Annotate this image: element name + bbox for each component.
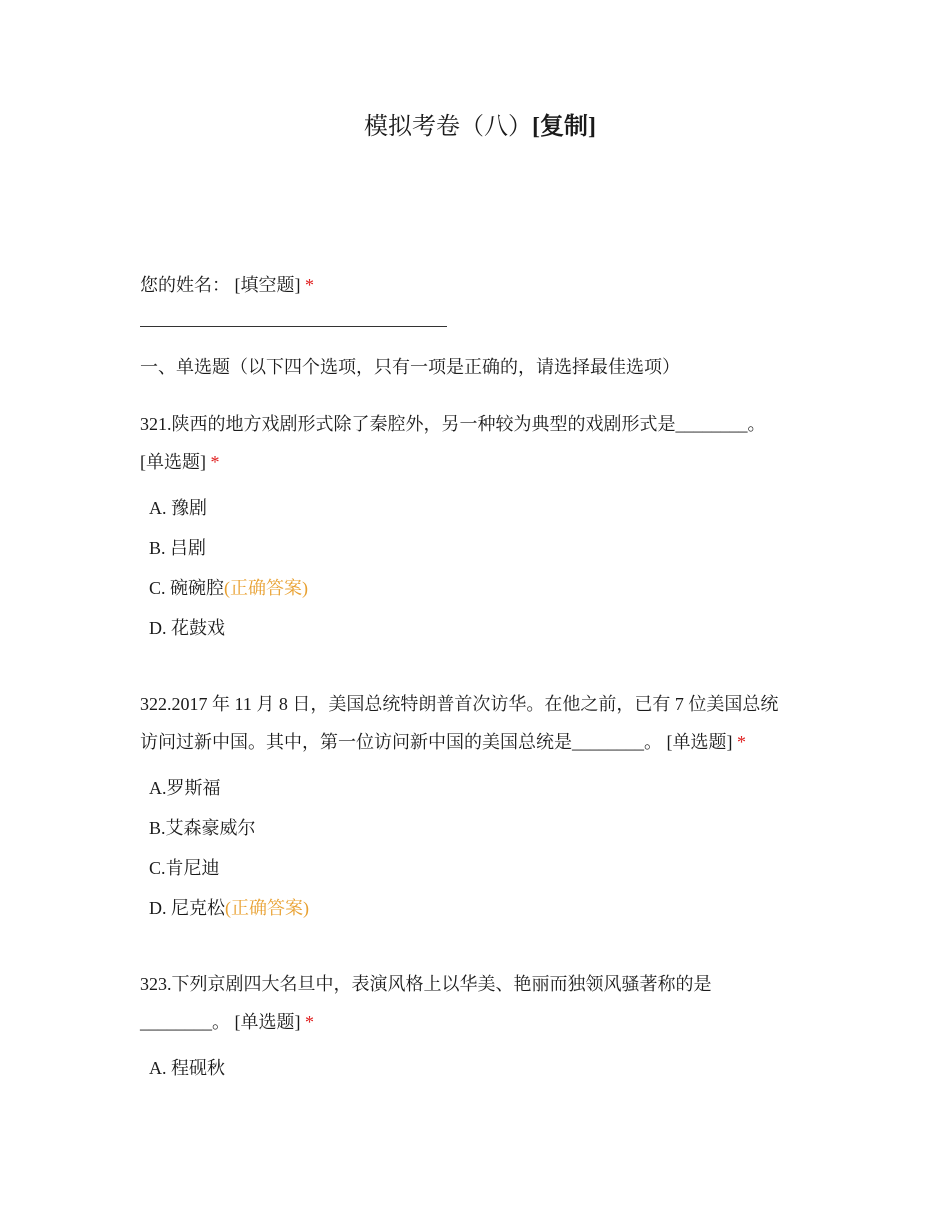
required-marker: * (305, 1012, 314, 1032)
required-marker: * (210, 452, 220, 472)
question-323 (140, 965, 820, 1041)
correct-answer-mark: (正确答案) (224, 578, 309, 598)
option-label: C.肯尼迪 (149, 858, 220, 878)
option-label: A. 豫剧 (149, 498, 207, 518)
question-text-line2: ________。 (140, 1012, 230, 1032)
correct-answer-mark: (正确答案) (225, 898, 309, 918)
option-322-d[interactable] (149, 893, 309, 923)
question-text: 321.陕西的地方戏剧形式除了秦腔外，另一种较为典型的戏剧形式是________。 (140, 414, 766, 434)
option-label: B. 吕剧 (149, 538, 207, 558)
option-323-a[interactable] (149, 1053, 225, 1083)
title-main: 模拟考卷（八） (364, 114, 532, 140)
option-322-b[interactable] (149, 813, 256, 843)
option-label: A. 程砚秋 (149, 1058, 225, 1078)
question-321 (140, 405, 820, 481)
option-321-c[interactable] (149, 573, 308, 603)
name-input-line[interactable] (140, 326, 447, 327)
required-marker: * (737, 732, 746, 752)
question-text-line1: 322.2017 年 11 月 8 日，美国总统特朗普首次访华。在他之前，已有 7 位美国总统 (140, 694, 779, 714)
option-321-d[interactable] (149, 613, 225, 643)
option-321-b[interactable] (149, 533, 206, 563)
question-type: [单选题] (666, 732, 733, 752)
page-title (0, 110, 950, 144)
question-type: [单选题] (234, 1012, 301, 1032)
question-text-line1: 323.下列京剧四大名旦中，表演风格上以华美、艳丽而独领风骚著称的是 (140, 974, 712, 994)
title-suffix: [复制] (532, 114, 596, 140)
option-label: B.艾森豪威尔 (149, 818, 256, 838)
option-label: D. 尼克松 (149, 898, 225, 918)
name-question (140, 270, 314, 300)
question-type: [单选题] (140, 452, 206, 472)
option-322-a[interactable] (149, 773, 221, 803)
question-text-line2: 访问过新中国。其中，第一位访问新中国的美国总统是________。 (140, 732, 662, 752)
option-label: C. 碗碗腔 (149, 578, 225, 598)
required-marker: * (305, 275, 314, 295)
option-label: A.罗斯福 (149, 778, 221, 798)
option-321-a[interactable] (149, 493, 207, 523)
question-322 (140, 685, 820, 761)
name-question-label: 您的姓名： (140, 275, 230, 295)
name-question-type: [填空题] (234, 275, 301, 295)
option-label: D. 花鼓戏 (149, 618, 225, 638)
option-322-c[interactable] (149, 853, 220, 883)
section-heading: 一、单选题（以下四个选项，只有一项是正确的，请选择最佳选项） (140, 357, 680, 377)
